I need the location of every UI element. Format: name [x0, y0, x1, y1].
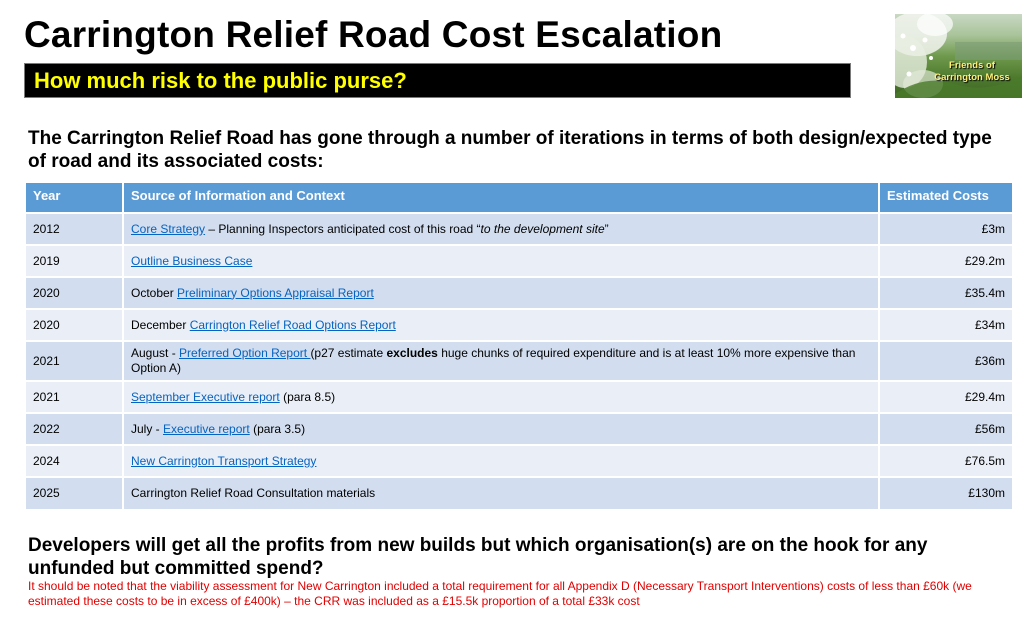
table-row [26, 381, 1012, 413]
source-text: Carrington Relief Road Consultation materials [131, 486, 376, 500]
table-row [26, 445, 1012, 477]
cell-year: 2020 [26, 309, 123, 341]
header-source: Source of Information and Context [123, 183, 879, 213]
preferred-option-report-link[interactable]: Preferred Option Report [179, 346, 311, 360]
cell-source [123, 341, 879, 381]
cell-year: 2021 [26, 341, 123, 381]
september-executive-report-link[interactable]: September Executive report [131, 389, 280, 404]
cell-year: 2022 [26, 413, 123, 445]
cell-cost: £35.4m [879, 277, 1012, 309]
cell-source [123, 445, 879, 477]
cell-source [123, 277, 879, 309]
cell-year: 2012 [26, 213, 123, 245]
question-text: Developers will get all the profits from new builds but which organisation(s) are on the hook for any unfunded but committed spend? [28, 535, 928, 579]
transport-strategy-link[interactable]: New Carrington Transport Strategy [131, 453, 317, 468]
header-year: Year [26, 183, 123, 213]
source-text: (p27 estimate [310, 346, 387, 360]
table-row [26, 277, 1012, 309]
friends-of-carrington-moss-logo [895, 14, 1022, 98]
source-text-end: ” [604, 221, 609, 236]
cell-cost: £56m [879, 413, 1012, 445]
cell-year: 2021 [26, 381, 123, 413]
source-prefix: December [131, 317, 190, 332]
outline-business-case-link[interactable]: Outline Business Case [131, 253, 253, 268]
header-cost: Estimated Costs [879, 183, 1012, 213]
preliminary-options-appraisal-link[interactable]: Preliminary Options Appraisal Report [177, 285, 374, 300]
table-row [26, 341, 1012, 381]
cell-source [123, 413, 879, 445]
relief-road-options-report-link[interactable]: Carrington Relief Road Options Report [189, 317, 396, 332]
source-prefix: August - [131, 346, 180, 360]
source-text: – Planning Inspectors anticipated cost of this road “ [205, 221, 481, 236]
cell-source [123, 381, 879, 413]
cell-cost: £34m [879, 309, 1012, 341]
source-text: (para 3.5) [249, 421, 306, 436]
source-prefix: October [131, 285, 178, 300]
table-row [26, 309, 1012, 341]
logo-text: Friends of Carrington Moss [934, 60, 1010, 83]
cell-cost: £3m [879, 213, 1012, 245]
cell-cost: £29.2m [879, 245, 1012, 277]
table-header-row [26, 183, 1012, 213]
cell-cost: £130m [879, 477, 1012, 509]
cell-year: 2024 [26, 445, 123, 477]
logo-foliage-image [895, 14, 1022, 98]
source-text-end: huge chunks of required expenditure and is at least 10% more expensive than Option A) [131, 346, 856, 375]
table-row [26, 245, 1012, 277]
july-executive-report-link[interactable]: Executive report [163, 421, 250, 436]
intro-text: The Carrington Relief Road has gone through a number of iterations in terms of both design/expected type of road and its associated costs: [28, 128, 992, 172]
cell-year: 2020 [26, 277, 123, 309]
core-strategy-link[interactable]: Core Strategy [131, 221, 206, 236]
table-row [26, 477, 1012, 509]
cell-source [123, 245, 879, 277]
source-italic-text: to the development site [480, 221, 605, 236]
cell-cost: £29.4m [879, 381, 1012, 413]
source-text: (para 8.5) [279, 389, 336, 404]
cell-cost: £36m [879, 341, 1012, 381]
table-row [26, 213, 1012, 245]
source-prefix: July - [131, 421, 164, 436]
subtitle-text: How much risk to the public purse? [34, 68, 407, 93]
cell-cost: £76.5m [879, 445, 1012, 477]
table-row [26, 413, 1012, 445]
source-bold-text: excludes [386, 346, 438, 360]
cell-source [123, 477, 879, 509]
footnote-text: It should be noted that the viability assessment for New Carrington included a total requirement for all Appendix D (Necessary Transport Interventions) costs of less than £60k (we estimated these costs to be in excess of £400k) – the CRR was included as a £15.5k proportion of a total £33k cost [28, 579, 972, 608]
cell-year: 2025 [26, 477, 123, 509]
cell-year: 2019 [26, 245, 123, 277]
cell-source [123, 309, 879, 341]
cost-table [26, 183, 1012, 509]
cell-source [123, 213, 879, 245]
slide-title: Carrington Relief Road Cost Escalation [24, 14, 723, 55]
subtitle-bar [24, 63, 851, 98]
